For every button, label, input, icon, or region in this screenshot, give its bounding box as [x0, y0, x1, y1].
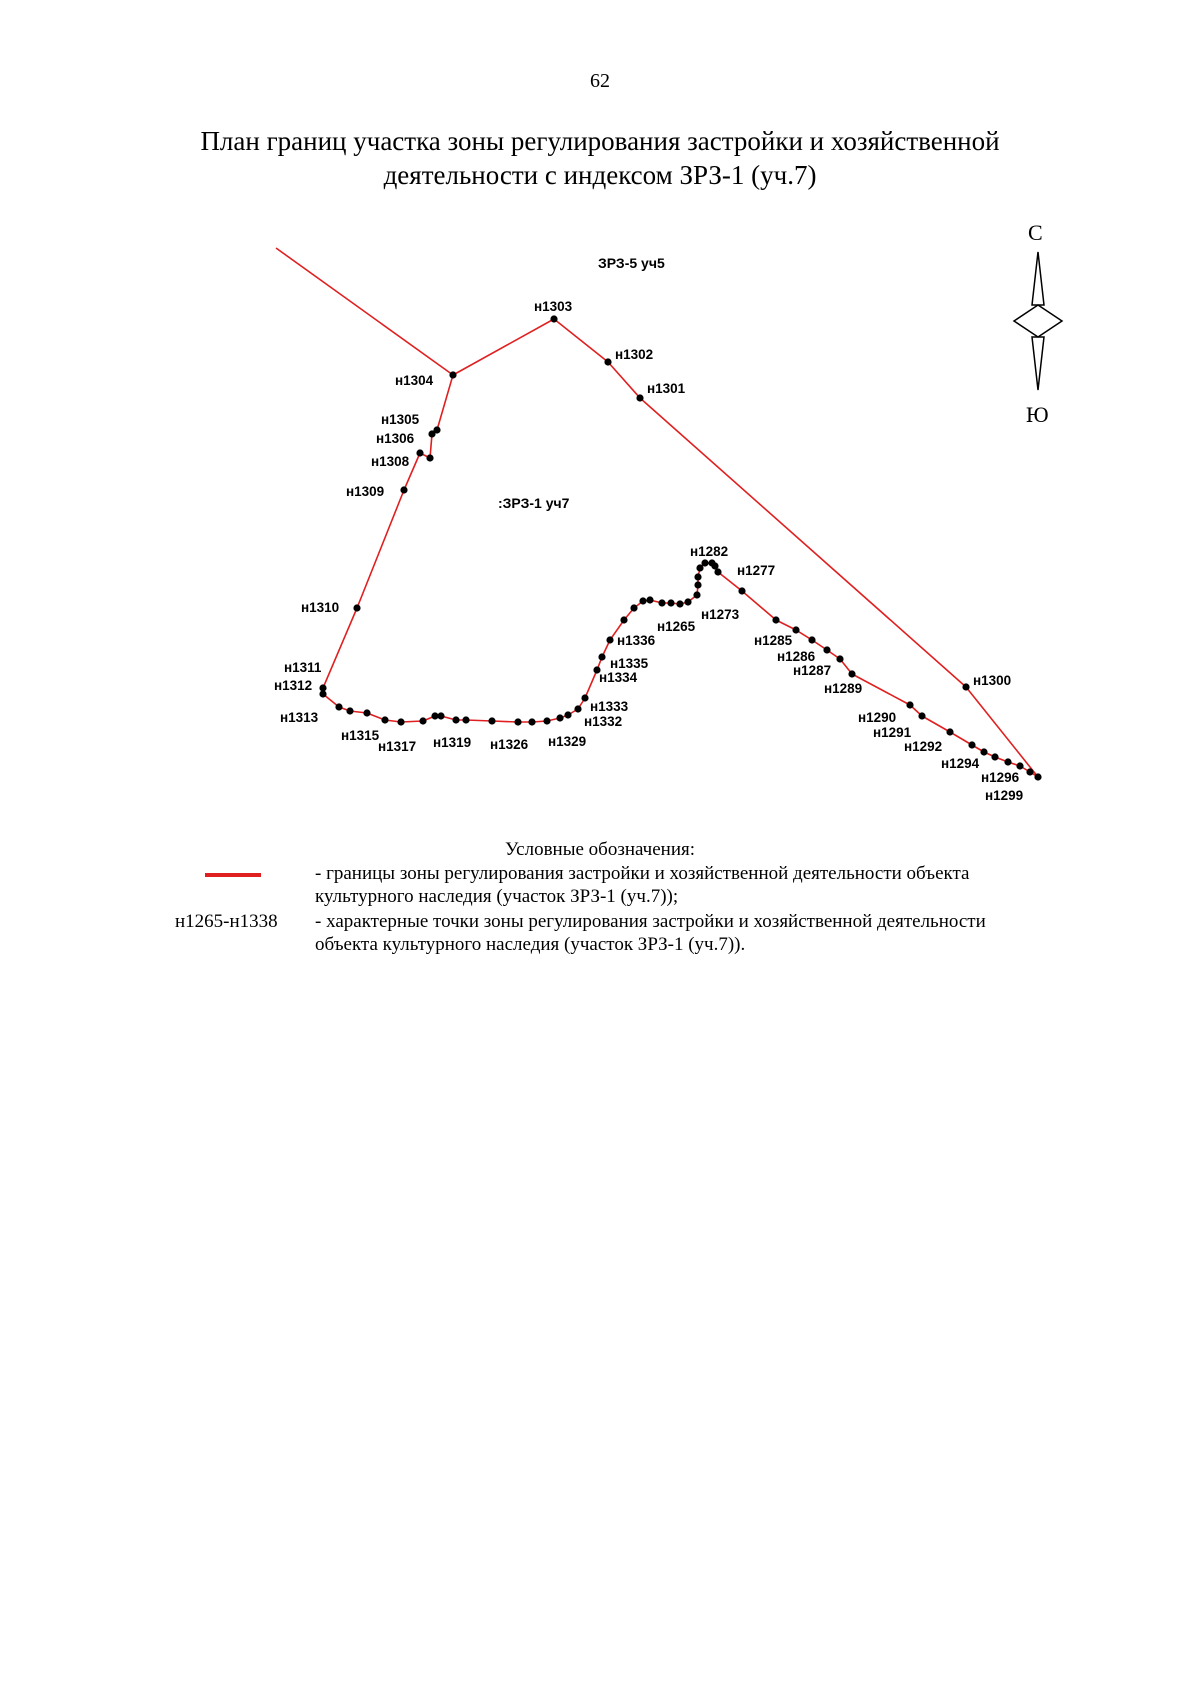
boundary-point	[564, 711, 571, 718]
boundary-map	[0, 0, 1200, 830]
boundary-point	[639, 597, 646, 604]
boundary-point	[462, 716, 469, 723]
boundary-point	[581, 694, 588, 701]
map-lines	[276, 248, 1038, 777]
boundary-point	[419, 717, 426, 724]
boundary-point	[606, 636, 613, 643]
boundary-point	[991, 753, 998, 760]
boundary-point	[772, 616, 779, 623]
point-label-n1304: н1304	[395, 373, 434, 388]
boundary-point	[968, 741, 975, 748]
boundary-point	[1016, 762, 1023, 769]
boundary-point	[1026, 768, 1033, 775]
page-title-line-1: План границ участка зоны регулирования застройки и хозяйственной	[200, 126, 1000, 156]
compass-diamond-icon	[1014, 305, 1062, 337]
point-label-n1301: н1301	[647, 381, 686, 396]
boundary-point	[1034, 773, 1041, 780]
boundary-point	[574, 705, 581, 712]
point-label-n1290: н1290	[858, 710, 897, 725]
point-label-n1265: н1265	[657, 619, 696, 634]
boundary-point	[452, 716, 459, 723]
boundary-point	[363, 709, 370, 716]
boundary-point	[708, 559, 715, 566]
compass-south-arrow-icon	[1032, 337, 1044, 390]
boundary-point	[335, 703, 342, 710]
boundary-point	[646, 596, 653, 603]
point-label-n1336: н1336	[617, 633, 656, 648]
boundary-point	[1004, 758, 1011, 765]
boundary-point	[636, 394, 643, 401]
boundary-point	[556, 714, 563, 721]
legend-heading: Условные обозначения:	[504, 839, 696, 860]
legend-boundary-text	[315, 862, 1115, 908]
point-label-n1334: н1334	[599, 670, 638, 685]
boundary-point	[667, 599, 674, 606]
compass-south-label: Ю	[1026, 402, 1049, 427]
boundary-point	[694, 581, 701, 588]
point-label-n1294: н1294	[941, 756, 980, 771]
boundary-point	[694, 573, 701, 580]
boundary-point	[528, 718, 535, 725]
boundary-point	[400, 486, 407, 493]
point-label-n1289: н1289	[824, 681, 863, 696]
point-label-n1333: н1333	[590, 699, 629, 714]
boundary-point	[346, 707, 353, 714]
boundary-point	[676, 600, 683, 607]
point-label-n1285: н1285	[754, 633, 793, 648]
compass-rose	[1014, 220, 1062, 427]
point-label-n1299: н1299	[985, 788, 1024, 803]
boundary-point	[598, 653, 605, 660]
point-label-n1308: н1308	[371, 454, 410, 469]
point-label-n1300: н1300	[973, 673, 1012, 688]
boundary-point	[738, 587, 745, 594]
point-label-n1306: н1306	[376, 431, 415, 446]
boundary-point	[980, 748, 987, 755]
boundary-point	[836, 655, 843, 662]
boundary-point	[823, 646, 830, 653]
zone-label-zrz5: ЗРЗ-5 уч5	[598, 255, 665, 271]
boundary-point	[449, 371, 456, 378]
boundary-point	[550, 315, 557, 322]
boundary-extension-line	[276, 248, 453, 375]
boundary-point	[397, 718, 404, 725]
point-label-n1273: н1273	[701, 607, 740, 622]
point-label-n1296: н1296	[981, 770, 1020, 785]
boundary-point	[431, 712, 438, 719]
point-label-n1292: н1292	[904, 739, 943, 754]
zone-label-zrz1: :ЗРЗ-1 уч7	[498, 495, 570, 511]
legend-points-line-2: объекта культурного наследия (участок ЗРЗ-1 (уч.7)).	[315, 934, 746, 955]
compass-north-arrow-icon	[1032, 252, 1044, 305]
boundary-point	[962, 683, 969, 690]
boundary-point	[319, 684, 326, 691]
point-label-n1309: н1309	[346, 484, 385, 499]
point-label-n1303: н1303	[534, 299, 573, 314]
boundary-point	[808, 636, 815, 643]
boundary-point	[353, 604, 360, 611]
legend-points-text	[315, 910, 1115, 956]
boundary-point	[426, 454, 433, 461]
legend-boundary-line-1: - границы зоны регулирования застройки и хозяйственной деятельности объекта	[315, 863, 970, 884]
point-label-n1335: н1335	[610, 656, 649, 671]
boundary-point	[696, 564, 703, 571]
page-number: 62	[590, 70, 610, 92]
boundary-point	[416, 449, 423, 456]
point-label-n1311: н1311	[284, 660, 322, 675]
boundary-point	[381, 716, 388, 723]
compass-north-label: С	[1028, 220, 1043, 245]
point-label-n1313: н1313	[280, 710, 319, 725]
boundary-point	[543, 717, 550, 724]
point-label-n1326: н1326	[490, 737, 529, 752]
boundary-point	[620, 616, 627, 623]
boundary-point	[693, 591, 700, 598]
boundary-point	[918, 712, 925, 719]
legend-points-code: н1265-н1338	[175, 911, 278, 932]
point-label-n1319: н1319	[433, 735, 472, 750]
legend-points-line-1: - характерные точки зоны регулирования застройки и хозяйственной деятельности	[315, 911, 986, 932]
boundary-point	[684, 598, 691, 605]
map-point-labels	[274, 299, 1023, 803]
point-label-n1312: н1312	[274, 678, 313, 693]
boundary-line-swatch	[205, 873, 261, 877]
boundary-point	[848, 670, 855, 677]
boundary-point	[946, 728, 953, 735]
point-label-n1302: н1302	[615, 347, 654, 362]
boundary-point	[488, 717, 495, 724]
boundary-point	[906, 701, 913, 708]
point-label-n1291: н1291	[873, 725, 912, 740]
point-label-n1315: н1315	[341, 728, 380, 743]
boundary-point	[630, 604, 637, 611]
boundary-point	[658, 599, 665, 606]
point-label-n1332: н1332	[584, 714, 623, 729]
point-label-n1286: н1286	[777, 649, 816, 664]
boundary-point	[433, 426, 440, 433]
point-label-n1305: н1305	[381, 412, 420, 427]
point-label-n1287: н1287	[793, 663, 832, 678]
point-label-n1277: н1277	[737, 563, 776, 578]
boundary-point	[514, 718, 521, 725]
point-label-n1310: н1310	[301, 600, 340, 615]
boundary-point	[792, 626, 799, 633]
boundary-point	[604, 358, 611, 365]
point-label-n1329: н1329	[548, 734, 587, 749]
point-label-n1282: н1282	[690, 544, 729, 559]
page-title-line-2: деятельности с индексом ЗРЗ-1 (уч.7)	[383, 160, 817, 190]
point-label-n1317: н1317	[378, 739, 417, 754]
legend-boundary-line-2: культурного наследия (участок ЗРЗ-1 (уч.7));	[315, 886, 679, 907]
